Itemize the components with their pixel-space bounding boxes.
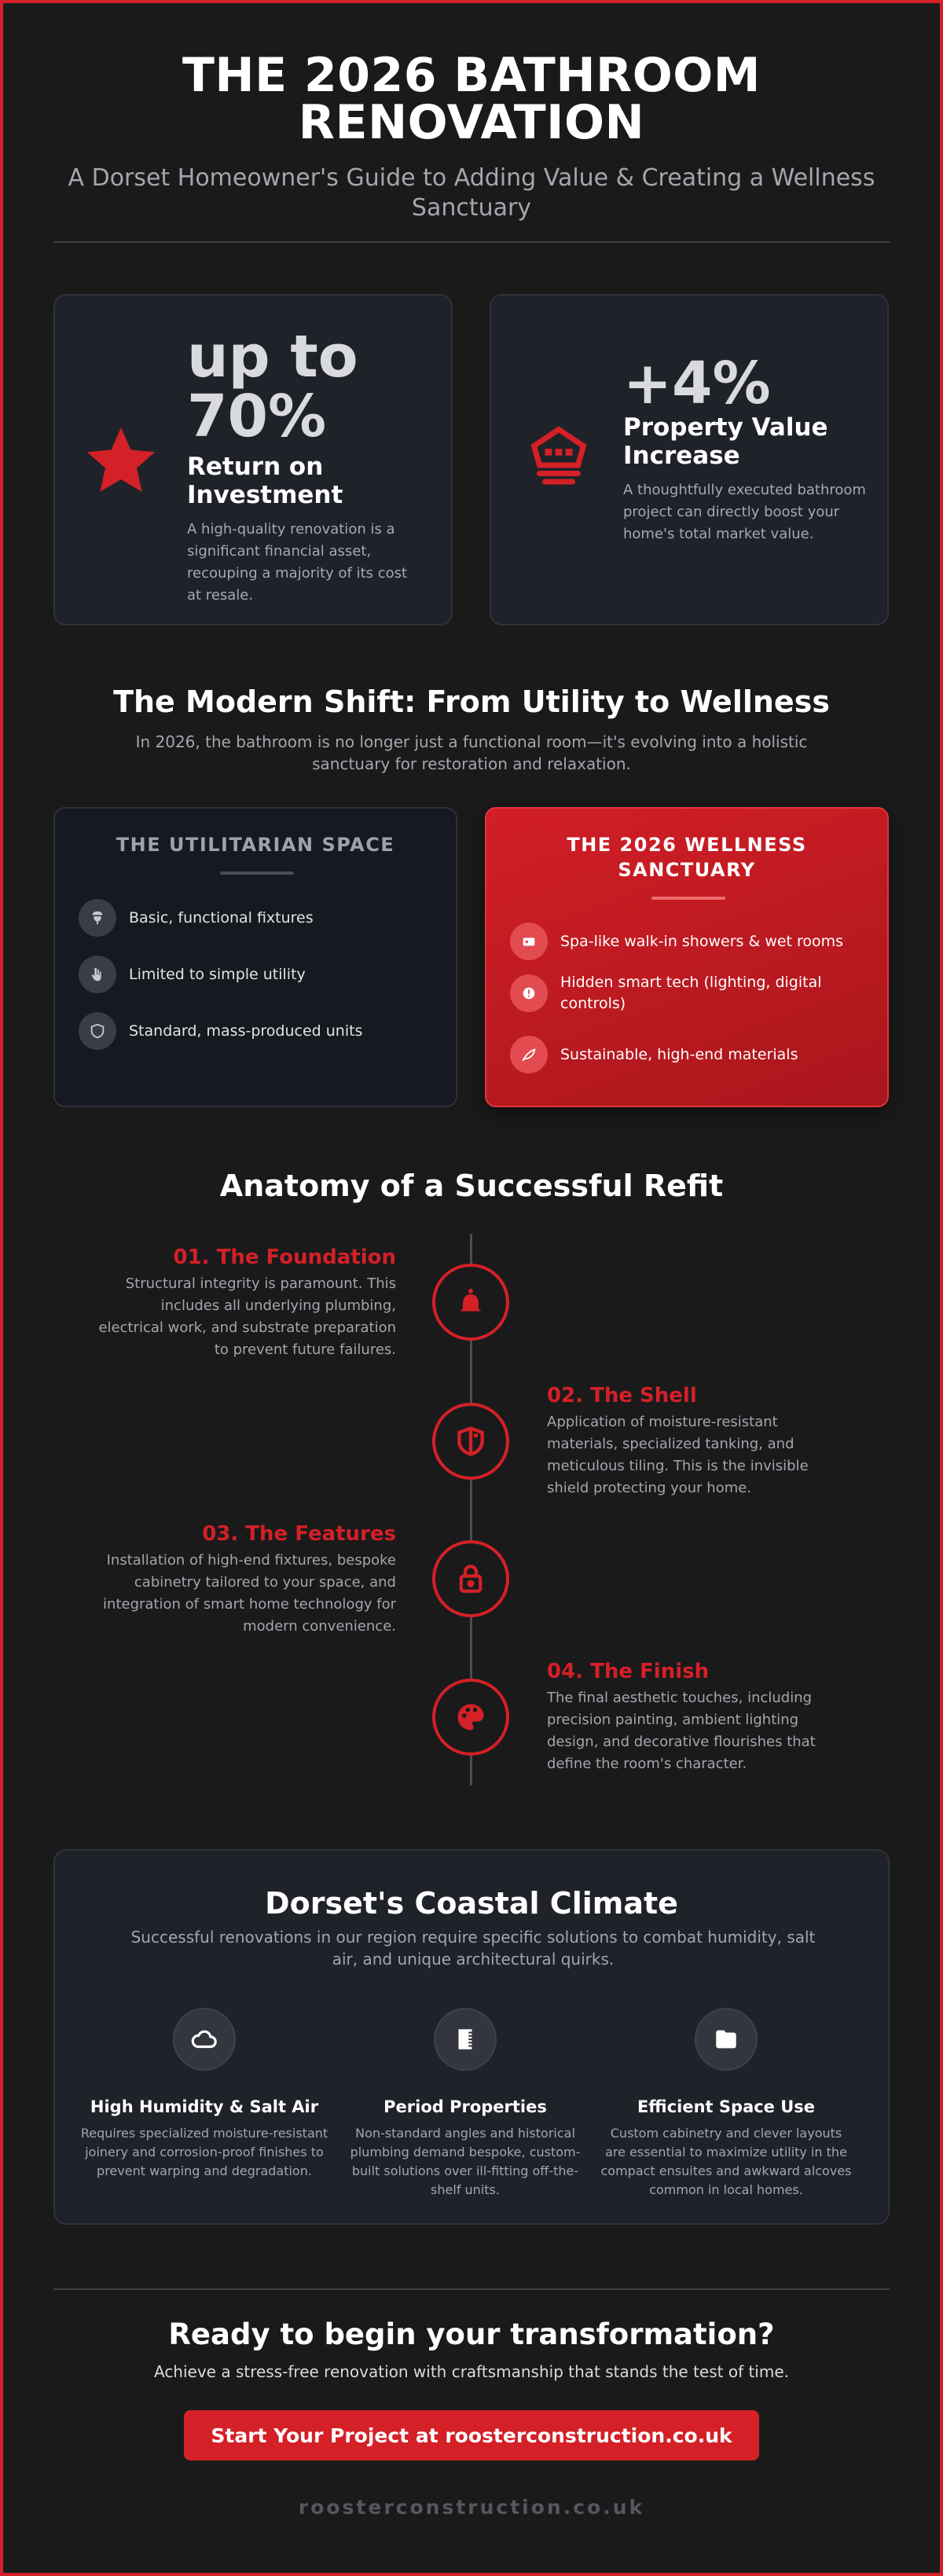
- shield-half-icon: [432, 1403, 509, 1480]
- utilitarian-item-text: Limited to simple utility: [129, 965, 306, 983]
- smart-tech-icon: [510, 974, 548, 1012]
- step-title: 01. The Foundation: [173, 1246, 396, 1269]
- wellness-title-line-1: THE 2026 WELLNESS: [567, 834, 807, 856]
- lock-icon: [432, 1540, 509, 1617]
- cta-title: Ready to begin your transformation?: [168, 2317, 775, 2351]
- utilitarian-item-text: Standard, mass-produced units: [129, 1022, 363, 1040]
- title-line-1: THE 2026 BATHROOM: [182, 48, 761, 103]
- cta-subtitle: Achieve a stress-free renovation with craftsmanship that stands the test of time.: [153, 2362, 790, 2381]
- climate-item-title: High Humidity & Salt Air: [90, 2097, 319, 2116]
- start-project-button[interactable]: Start Your Project at roosterconstruction.co.uk: [184, 2410, 759, 2460]
- bell-icon: [432, 1264, 509, 1341]
- step-description: Installation of high-end fixtures, bespoke cabinetry tailored to your space, and integration of smart home technology for modern convenience.: [103, 1552, 396, 1635]
- climate-item-description: Requires specialized moisture-resistant joinery and corrosion-proof finishes to prevent warping and degradation.: [80, 2126, 328, 2178]
- wellness-item-text: Spa-like walk-in showers & wet rooms: [560, 932, 844, 950]
- page-title: [53, 48, 890, 150]
- timeline-step: [97, 1521, 396, 1638]
- wellness-title: [486, 832, 887, 883]
- utilitarian-item: [79, 898, 440, 938]
- step-title: 02. The Shell: [547, 1384, 697, 1407]
- stat-value-line-1: up to: [187, 323, 358, 391]
- climate-item: [79, 2008, 330, 2181]
- footer-website: roosterconstruction.co.uk: [298, 2496, 645, 2519]
- step-title: 03. The Features: [202, 1522, 396, 1546]
- shift-section-title: The Modern Shift: From Utility to Wellness: [113, 684, 830, 719]
- wellness-item-text: Hidden smart tech (lighting, digital controls): [560, 974, 822, 1012]
- cloud-icon: [173, 2008, 236, 2071]
- header-divider: [53, 241, 890, 243]
- step-description: The final aesthetic touches, including precision painting, ambient lighting design, and decorative flourishes that define the room's character.: [547, 1690, 816, 1772]
- climate-subtitle: Successful renovations in our region require specific solutions to combat humidity, salt air, and unique architectural quirks.: [130, 1928, 816, 1969]
- anatomy-section-title: Anatomy of a Successful Refit: [219, 1169, 724, 1203]
- utilitarian-item: [79, 1011, 440, 1051]
- star-icon: [83, 423, 159, 501]
- shield-icon: [79, 1012, 116, 1050]
- wellness-panel: [485, 807, 889, 1107]
- stat-value: +4%: [623, 350, 771, 417]
- timeline-step: [97, 1245, 396, 1361]
- wellness-item: [510, 974, 871, 1013]
- step-description: Application of moisture-resistant materials, specialized tanking, and meticulous tiling. This is the invisible shield protecting your home.: [547, 1414, 809, 1496]
- utilitarian-item: [79, 955, 440, 994]
- folder-icon: [695, 2008, 758, 2071]
- climate-title: Dorset's Coastal Climate: [265, 1886, 678, 1921]
- climate-item: [600, 2008, 852, 2200]
- shower-icon: [510, 923, 548, 960]
- utilitarian-title: THE UTILITARIAN SPACE: [116, 834, 395, 856]
- stat-description: A high-quality renovation is a significant financial asset, recouping a majority of its cost at resale.: [187, 521, 408, 604]
- building-icon: [434, 2008, 497, 2071]
- climate-item-description: Non-standard angles and historical plumbing demand bespoke, custom-built solutions over ill-fitting off-the-shelf units.: [350, 2126, 581, 2197]
- wellness-divider: [651, 897, 725, 900]
- climate-item: [339, 2008, 591, 2200]
- step-title: 04. The Finish: [547, 1660, 710, 1683]
- wellness-item: [510, 1035, 871, 1074]
- wellness-title-line-2: SANCTUARY: [618, 859, 756, 881]
- shift-section-subtitle: In 2026, the bathroom is no longer just a functional room—it's evolving into a holistic sanctuary for restoration and relaxation.: [135, 732, 808, 773]
- utilitarian-panel: [53, 807, 457, 1107]
- climate-card: [53, 1849, 890, 2225]
- palette-icon: [432, 1679, 509, 1756]
- stat-label: Return on Investment: [187, 453, 343, 509]
- faucet-icon: [79, 899, 116, 937]
- stat-description: A thoughtfully executed bathroom project can directly boost your home's total market value.: [623, 482, 866, 542]
- house-icon: [526, 421, 592, 490]
- climate-item-description: Custom cabinetry and clever layouts are essential to maximize utility in the compact ensuites and awkward alcoves common in local homes.: [600, 2126, 852, 2197]
- cta-divider: [53, 2288, 890, 2290]
- page-header: [53, 48, 890, 223]
- stat-card-roi: [53, 294, 453, 626]
- step-description: Structural integrity is paramount. This includes all underlying plumbing, electrical work, and substrate preparation to prevent future failures.: [98, 1275, 396, 1358]
- wellness-item-text: Sustainable, high-end materials: [560, 1045, 798, 1063]
- stat-label: Property Value Increase: [623, 413, 828, 470]
- timeline-step: [547, 1383, 846, 1499]
- climate-item-title: Period Properties: [383, 2097, 547, 2116]
- stat-value-line-2: 70%: [187, 383, 327, 450]
- timeline-step: [547, 1659, 846, 1775]
- climate-item-title: Efficient Space Use: [637, 2097, 816, 2116]
- hand-icon: [79, 956, 116, 993]
- stat-card-property-value: [490, 294, 889, 626]
- title-line-2: RENOVATION: [298, 95, 645, 150]
- wellness-item: [510, 922, 871, 961]
- leaf-icon: [510, 1036, 548, 1073]
- stat-value: [187, 323, 423, 450]
- utilitarian-divider: [220, 872, 294, 875]
- utilitarian-item-text: Basic, functional fixtures: [129, 908, 314, 927]
- page-subtitle: A Dorset Homeowner's Guide to Adding Value & Creating a Wellness Sanctuary: [68, 164, 875, 222]
